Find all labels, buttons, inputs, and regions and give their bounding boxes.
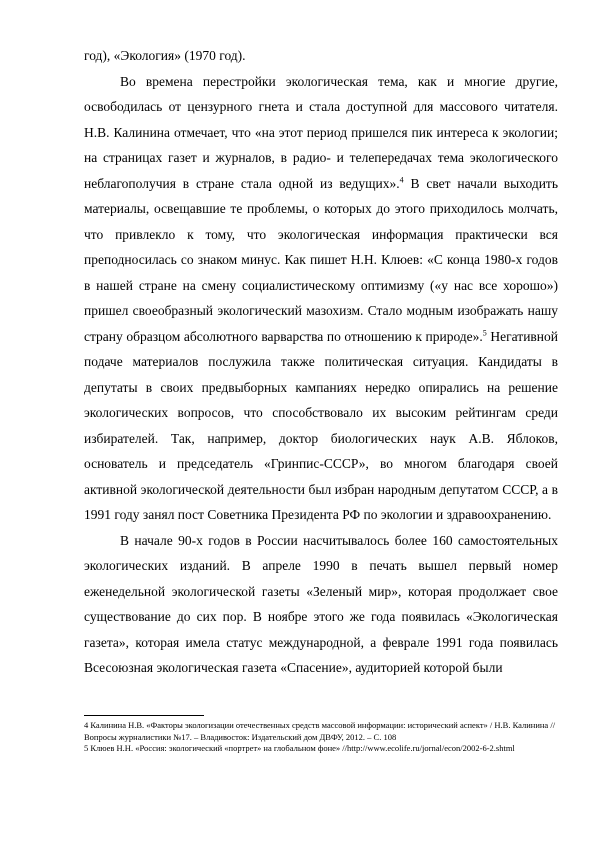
paragraph-early-90s [84,528,558,681]
paragraph-text: Негативной подаче материалов послужила также политическая ситуация. Кандидаты в депутаты в своих предвыборных кампаниях нередко опирались на решение экологических вопросов, что способствовало их высоким рейтингам среди избирателей. Так, например, доктор биологических наук А.В. Яблоков, основатель и председатель «Гринпис-СССР», во многом благодаря своей активной экологической деятельности был избран народным депутатом СССР, а в 1991 году занял пост Советника Президента РФ по экологии и здравоохранению. [84,328,558,522]
paragraph-perestroika [84,69,558,528]
paragraph-text: год), «Экология» (1970 год). [84,48,246,63]
footnote-divider [84,715,204,716]
paragraph-text: В свет начали выходить материалы, освещавшие те проблемы, о которых до этого приходилось молчать, что привлекло к тому, что экологическая информация практически вся преподносилась со знаком минус. Как пишет Н.Н. Клюев: «С конца 1980-х годов в нашей стране на смену социалистическому оптимизму («у нас все хорошо») пришел своеобразный экологический мазохизм. Стало модным изображать нашу страну образцом абсолютного варварства по отношению к природе». [84,175,558,344]
body-text [84,43,558,681]
paragraph-text: Во времена перестройки экологическая тема, как и многие другие, освободилась от цензурного гнета и стала доступной для массового читателя. Н.В. Калинина отмечает, что «на этот период пришелся пик интереса к экологии; на страницах газет и журналов, в радио- и телепередачах тема экологического неблагополучия в стране стала одной из ведущих». [84,73,558,191]
footnote-ref: 5 [482,328,487,337]
footnote-ref: 4 [399,175,404,184]
footnote-5: 5 Клюев Н.Н. «Россия: экологический «портрет» на глобальном фоне» //http://www.ecolife.ru/jornal/econ/2002-6-2.shtml [84,743,515,753]
footnotes [84,720,558,755]
footnote-4: 4 Калинина Н.В. «Факторы экологизации отечественных средств массовой информации: исторический аспект» / Н.В. Калинина // Вопросы журналистики №17. – Владивосток: Издательский дом ДВФУ, 2012. – С. 108 [84,720,556,742]
paragraph-text: В начале 90-х годов в России насчитывалось более 160 самостоятельных экологических изданий. В апреле 1990 в печать вышел первый номер еженедельной экологической газеты «Зеленый мир», которая продолжает свое существование до сих пор. В ноябре этого же года появилась «Экологическая газета», которая имела статус международной, а феврале 1991 года появилась Всесоюзная экологическая газета «Спасение», аудиторией которой были [84,532,558,675]
paragraph-continuation [84,43,558,69]
